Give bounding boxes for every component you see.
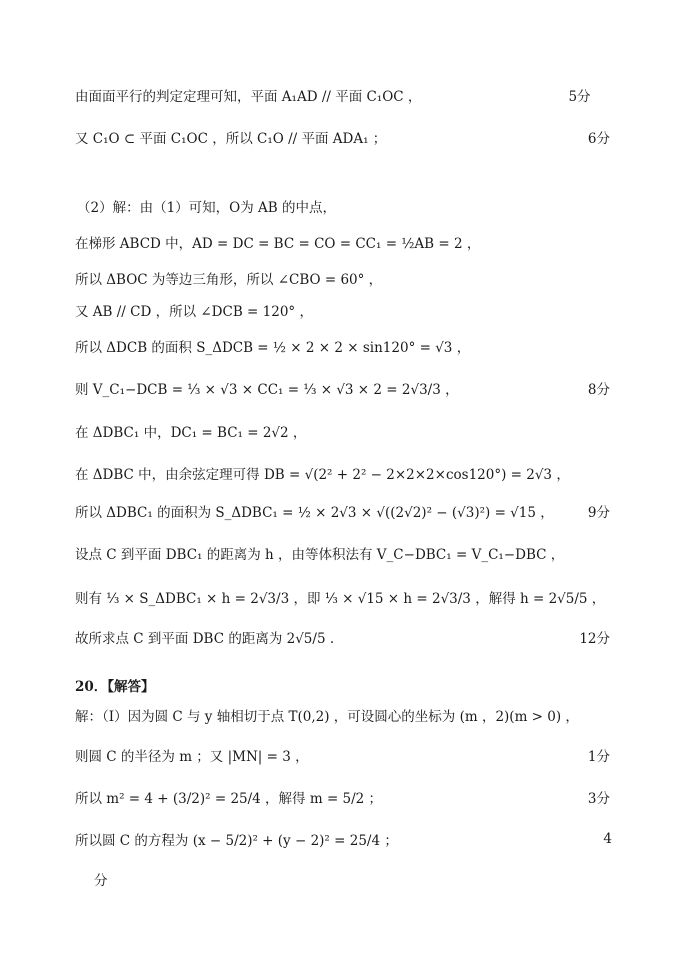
line-text: 分 [94, 873, 108, 889]
solution-line [75, 826, 612, 852]
dot-leader [390, 136, 584, 138]
line-text: 则圆 C 的半径为 m ；又 |MN| = 3 ， [75, 749, 309, 765]
solution-line [77, 193, 612, 219]
solution-line [75, 418, 610, 444]
line-text: 所以 ΔDBC₁ 的面积为 S_ΔDBC₁ = ½ × 2√3 × √((2√2)² − (√3)²) = √15 ， [75, 505, 554, 521]
line-text: 则有 ⅓ × S_ΔDBC₁ × h = 2√3/3 ，即 ⅓ × √15 × h = 2√3/3 ，解得 h = 2√5/5 ， [75, 591, 606, 607]
line-text: 则 V_C₁−DCB = ⅓ × √3 × CC₁ = ⅓ × √3 × 2 = 2√3/3 ， [75, 382, 459, 398]
solution-line [75, 82, 610, 108]
solution-line [75, 124, 610, 150]
score-label: 9分 [587, 505, 610, 521]
line-text: 所以 m² = 4 + (3/2)² = 25/4 ，解得 m = 5/2 ； [75, 791, 383, 807]
solution-line [75, 333, 610, 359]
score-label: 6分 [587, 131, 610, 147]
line-text: 故所求点 C 到平面 DBC 的距离为 2√5/5 . [75, 631, 335, 647]
dot-leader [313, 754, 584, 756]
line-text: 在 ΔDBC₁ 中，DC₁ = BC₁ = 2√2 ， [75, 425, 307, 441]
solution-line [75, 624, 610, 650]
solution-line [94, 866, 629, 892]
solution-line [75, 460, 610, 486]
solution-line [75, 742, 610, 768]
line-text: 所以 ΔBOC 为等边三角形，所以 ∠CBO = 60° ， [75, 272, 383, 288]
solution-line [75, 229, 610, 255]
solution-line [75, 297, 610, 323]
dot-leader [386, 796, 584, 798]
line-text: 又 C₁O ⊂ 平面 C₁OC ，所以 C₁O // 平面 ADA₁ ； [75, 131, 387, 147]
line-text: 在 ΔDBC 中，由余弦定理可得 DB = √(2² + 2² − 2×2×2×cos120°) = 2√3 ， [75, 467, 570, 483]
score-label: 3分 [587, 791, 610, 807]
line-text: （2）解：由（1）可知，O为 AB 的中点， [77, 200, 336, 216]
score-label: 8分 [587, 382, 610, 398]
solution-line [75, 702, 610, 728]
dot-leader [402, 838, 600, 840]
line-text: 在梯形 ABCD 中，AD = DC = BC = CO = CC₁ = ½AB = 2 ， [75, 236, 481, 252]
solution-line [75, 375, 610, 401]
line-text: 设点 C 到平面 DBC₁ 的距离为 h ，由等体积法有 V_C−DBC₁ = V_C₁−DBC ， [75, 547, 565, 563]
dot-leader [558, 510, 584, 512]
solution-line [75, 584, 610, 610]
line-text: 解：（Ⅰ）因为圆 C 与 y 轴相切于点 T(0,2) ，可设圆心的坐标为 (m ，2)(m > 0) ， [75, 709, 579, 725]
dot-leader [463, 387, 584, 389]
dot-leader [338, 636, 575, 638]
score-label: 5分 [568, 89, 591, 105]
line-text: 所以圆 C 的方程为 (x − 5/2)² + (y − 2)² = 25/4 ； [75, 833, 398, 849]
line-text: 又 AB // CD ，所以 ∠DCB = 120° ， [75, 304, 313, 320]
solution-line [75, 265, 610, 291]
solution-line [75, 784, 610, 810]
solution-line [75, 498, 610, 524]
solution-line [75, 540, 610, 566]
line-text: 由面面平行的判定定理可知，平面 A₁AD // 平面 C₁OC ， [75, 89, 422, 105]
score-label: 12分 [579, 631, 610, 647]
heading-text: 20．【解答】 [75, 679, 155, 695]
line-text: 所以 ΔDCB 的面积 S_ΔDCB = ½ × 2 × 2 × sin120° = √3 ， [75, 340, 471, 356]
score-label: 1分 [587, 749, 610, 765]
score-label: 4 [603, 831, 612, 847]
dot-leader [433, 94, 548, 96]
section-heading [75, 672, 610, 698]
